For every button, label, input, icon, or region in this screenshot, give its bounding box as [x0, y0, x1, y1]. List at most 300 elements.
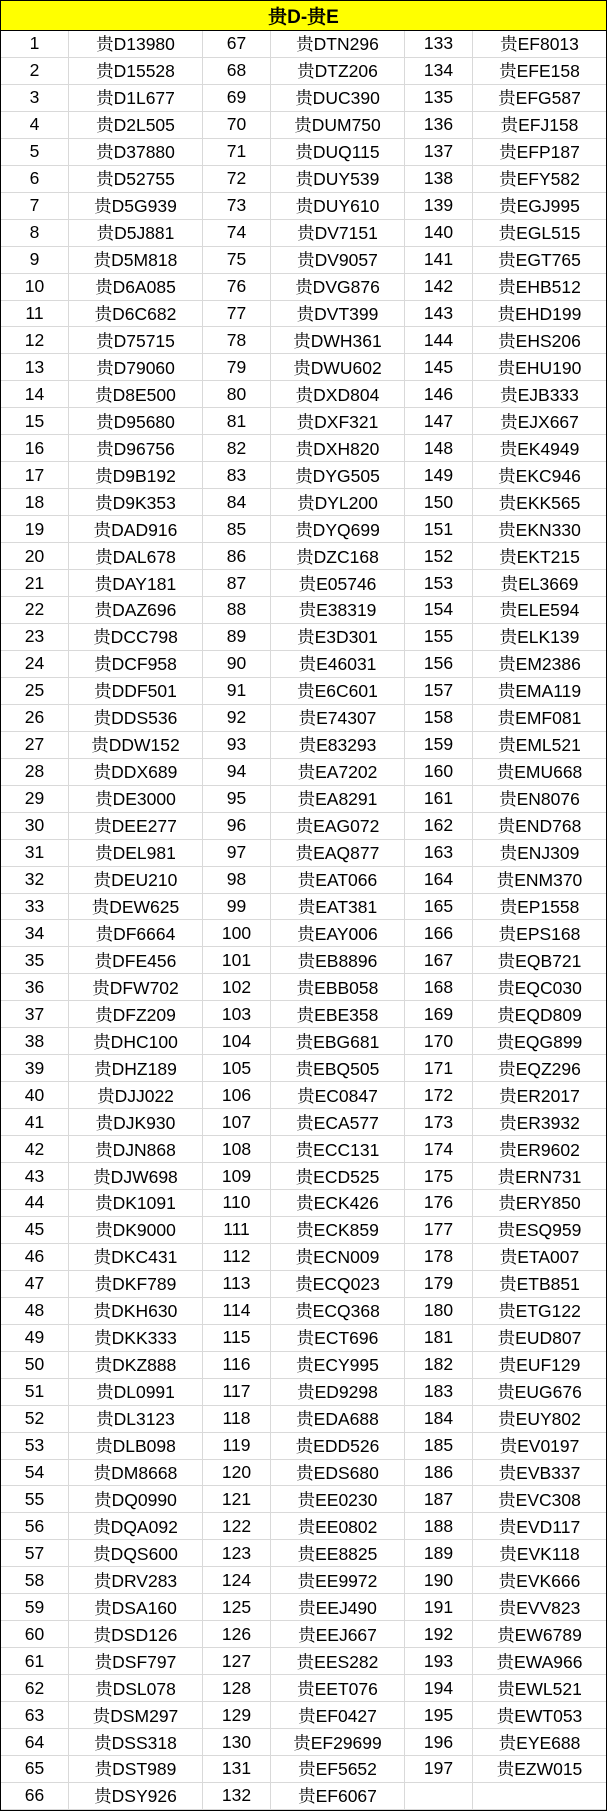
index-cell[interactable]: 63	[1, 1702, 69, 1729]
index-cell[interactable]: 135	[405, 85, 473, 112]
index-cell[interactable]: 51	[1, 1379, 69, 1406]
plate-cell[interactable]: 贵DAD916	[69, 516, 203, 543]
plate-cell[interactable]: 贵EBQ505	[271, 1055, 405, 1082]
plate-cell[interactable]: 贵EVC308	[473, 1486, 606, 1513]
index-cell[interactable]: 138	[405, 166, 473, 193]
index-cell[interactable]: 66	[1, 1783, 69, 1810]
plate-cell[interactable]: 贵END768	[473, 813, 606, 840]
index-cell[interactable]: 9	[1, 247, 69, 274]
index-cell[interactable]: 23	[1, 624, 69, 651]
plate-cell[interactable]: 贵EF6067	[271, 1783, 405, 1810]
index-cell[interactable]: 2	[1, 58, 69, 85]
plate-cell[interactable]: 贵D6C682	[69, 301, 203, 328]
plate-cell[interactable]: 贵EET076	[271, 1675, 405, 1702]
index-cell[interactable]: 165	[405, 894, 473, 921]
index-cell[interactable]: 36	[1, 974, 69, 1001]
plate-cell[interactable]: 贵D5G939	[69, 193, 203, 220]
plate-cell[interactable]: 贵D75715	[69, 327, 203, 354]
index-cell[interactable]: 14	[1, 381, 69, 408]
index-cell[interactable]: 50	[1, 1352, 69, 1379]
index-cell[interactable]: 107	[203, 1109, 271, 1136]
index-cell[interactable]: 170	[405, 1028, 473, 1055]
index-cell[interactable]: 90	[203, 651, 271, 678]
index-cell[interactable]: 186	[405, 1460, 473, 1487]
index-cell[interactable]: 95	[203, 786, 271, 813]
plate-cell[interactable]: 贵EHU190	[473, 354, 606, 381]
plate-cell[interactable]: 贵D5J881	[69, 220, 203, 247]
plate-cell[interactable]: 贵DZC168	[271, 543, 405, 570]
index-cell[interactable]: 126	[203, 1621, 271, 1648]
plate-cell[interactable]: 贵DSL078	[69, 1675, 203, 1702]
plate-cell[interactable]: 贵EML521	[473, 732, 606, 759]
index-cell[interactable]: 29	[1, 786, 69, 813]
plate-cell[interactable]: 贵DQS600	[69, 1540, 203, 1567]
plate-cell[interactable]: 贵EA7202	[271, 759, 405, 786]
index-cell[interactable]: 153	[405, 570, 473, 597]
index-cell[interactable]: 43	[1, 1163, 69, 1190]
plate-cell[interactable]: 贵DL0991	[69, 1379, 203, 1406]
index-cell[interactable]: 4	[1, 112, 69, 139]
index-cell[interactable]: 57	[1, 1540, 69, 1567]
index-cell[interactable]: 5	[1, 139, 69, 166]
plate-cell[interactable]: 贵EUG676	[473, 1379, 606, 1406]
plate-cell[interactable]: 贵DWH361	[271, 327, 405, 354]
plate-cell[interactable]: 贵ECQ368	[271, 1298, 405, 1325]
plate-cell[interactable]: 贵ER3932	[473, 1109, 606, 1136]
index-cell[interactable]: 33	[1, 894, 69, 921]
index-cell[interactable]: 159	[405, 732, 473, 759]
plate-cell[interactable]: 贵EEJ667	[271, 1621, 405, 1648]
index-cell[interactable]: 24	[1, 651, 69, 678]
index-cell[interactable]: 72	[203, 166, 271, 193]
index-cell[interactable]: 113	[203, 1271, 271, 1298]
plate-cell[interactable]: 贵EAQ877	[271, 840, 405, 867]
plate-cell[interactable]	[473, 1783, 606, 1810]
index-cell[interactable]: 161	[405, 786, 473, 813]
plate-cell[interactable]: 贵EVV823	[473, 1594, 606, 1621]
plate-cell[interactable]: 贵ECQ023	[271, 1271, 405, 1298]
plate-cell[interactable]: 贵EUD807	[473, 1325, 606, 1352]
plate-cell[interactable]: 贵DDS536	[69, 705, 203, 732]
plate-cell[interactable]: 贵DVG876	[271, 274, 405, 301]
plate-cell[interactable]: 贵EPS168	[473, 920, 606, 947]
index-cell[interactable]: 155	[405, 624, 473, 651]
index-cell[interactable]: 127	[203, 1648, 271, 1675]
plate-cell[interactable]: 贵D95680	[69, 408, 203, 435]
plate-cell[interactable]: 贵EA8291	[271, 786, 405, 813]
plate-cell[interactable]: 贵EES282	[271, 1648, 405, 1675]
plate-cell[interactable]: 贵EAT066	[271, 867, 405, 894]
index-cell[interactable]: 12	[1, 327, 69, 354]
index-cell[interactable]: 172	[405, 1082, 473, 1109]
index-cell[interactable]: 156	[405, 651, 473, 678]
index-cell[interactable]: 103	[203, 1001, 271, 1028]
index-cell[interactable]: 88	[203, 597, 271, 624]
index-cell[interactable]: 189	[405, 1540, 473, 1567]
index-cell[interactable]: 179	[405, 1271, 473, 1298]
index-cell[interactable]: 136	[405, 112, 473, 139]
index-cell[interactable]: 58	[1, 1567, 69, 1594]
plate-cell[interactable]: 贵ECC131	[271, 1136, 405, 1163]
index-cell[interactable]: 93	[203, 732, 271, 759]
plate-cell[interactable]: 贵DVT399	[271, 301, 405, 328]
plate-cell[interactable]: 贵EFJ158	[473, 112, 606, 139]
plate-cell[interactable]: 贵DDX689	[69, 759, 203, 786]
index-cell[interactable]: 144	[405, 327, 473, 354]
index-cell[interactable]: 182	[405, 1352, 473, 1379]
index-cell[interactable]: 197	[405, 1756, 473, 1783]
index-cell[interactable]: 175	[405, 1163, 473, 1190]
index-cell[interactable]: 146	[405, 381, 473, 408]
index-cell[interactable]: 169	[405, 1001, 473, 1028]
index-cell[interactable]: 171	[405, 1055, 473, 1082]
index-cell[interactable]: 89	[203, 624, 271, 651]
plate-cell[interactable]: 贵DSA160	[69, 1594, 203, 1621]
plate-cell[interactable]: 贵DST989	[69, 1756, 203, 1783]
index-cell[interactable]: 86	[203, 543, 271, 570]
plate-cell[interactable]: 贵DK1091	[69, 1190, 203, 1217]
index-cell[interactable]: 84	[203, 489, 271, 516]
index-cell[interactable]: 124	[203, 1567, 271, 1594]
index-cell[interactable]: 174	[405, 1136, 473, 1163]
plate-cell[interactable]: 贵DUY539	[271, 166, 405, 193]
plate-cell[interactable]: 贵DJJ022	[69, 1082, 203, 1109]
index-cell[interactable]: 96	[203, 813, 271, 840]
index-cell[interactable]: 37	[1, 1001, 69, 1028]
plate-cell[interactable]: 贵D8E500	[69, 381, 203, 408]
index-cell[interactable]: 166	[405, 920, 473, 947]
plate-cell[interactable]: 贵EV0197	[473, 1433, 606, 1460]
plate-cell[interactable]: 贵DJK930	[69, 1109, 203, 1136]
plate-cell[interactable]: 贵ECA577	[271, 1109, 405, 1136]
index-cell[interactable]: 118	[203, 1406, 271, 1433]
index-cell[interactable]: 78	[203, 327, 271, 354]
plate-cell[interactable]: 贵ECY995	[271, 1352, 405, 1379]
index-cell[interactable]: 70	[203, 112, 271, 139]
plate-cell[interactable]: 贵DJN868	[69, 1136, 203, 1163]
plate-cell[interactable]: 贵EVB337	[473, 1460, 606, 1487]
plate-cell[interactable]: 贵D5M818	[69, 247, 203, 274]
index-cell[interactable]: 133	[405, 31, 473, 58]
index-cell[interactable]: 134	[405, 58, 473, 85]
plate-cell[interactable]: 贵DKH630	[69, 1298, 203, 1325]
plate-cell[interactable]: 贵EVK666	[473, 1567, 606, 1594]
index-cell[interactable]: 48	[1, 1298, 69, 1325]
index-cell[interactable]: 181	[405, 1325, 473, 1352]
index-cell[interactable]: 15	[1, 408, 69, 435]
plate-cell[interactable]: 贵DFE456	[69, 947, 203, 974]
index-cell[interactable]: 120	[203, 1460, 271, 1487]
plate-cell[interactable]: 贵ECK426	[271, 1190, 405, 1217]
plate-cell[interactable]: 贵DUQ115	[271, 139, 405, 166]
index-cell[interactable]: 112	[203, 1244, 271, 1271]
index-cell[interactable]: 40	[1, 1082, 69, 1109]
plate-cell[interactable]: 贵DV9057	[271, 247, 405, 274]
index-cell[interactable]: 80	[203, 381, 271, 408]
plate-cell[interactable]: 贵EF29699	[271, 1729, 405, 1756]
index-cell[interactable]: 99	[203, 894, 271, 921]
index-cell[interactable]: 196	[405, 1729, 473, 1756]
plate-cell[interactable]: 贵EFG587	[473, 85, 606, 112]
index-cell[interactable]: 105	[203, 1055, 271, 1082]
index-cell[interactable]: 39	[1, 1055, 69, 1082]
index-cell[interactable]: 108	[203, 1136, 271, 1163]
index-cell[interactable]: 100	[203, 920, 271, 947]
plate-cell[interactable]: 贵EQD809	[473, 1001, 606, 1028]
plate-cell[interactable]: 贵ECN009	[271, 1244, 405, 1271]
index-cell[interactable]: 13	[1, 354, 69, 381]
plate-cell[interactable]: 贵E46031	[271, 651, 405, 678]
index-cell[interactable]: 184	[405, 1406, 473, 1433]
index-cell[interactable]: 154	[405, 597, 473, 624]
plate-cell[interactable]: 贵E3D301	[271, 624, 405, 651]
index-cell[interactable]: 53	[1, 1433, 69, 1460]
plate-cell[interactable]: 贵DHZ189	[69, 1055, 203, 1082]
index-cell[interactable]: 77	[203, 301, 271, 328]
index-cell[interactable]: 121	[203, 1486, 271, 1513]
plate-cell[interactable]: 贵EWT053	[473, 1702, 606, 1729]
index-cell[interactable]: 75	[203, 247, 271, 274]
plate-cell[interactable]: 贵D13980	[69, 31, 203, 58]
plate-cell[interactable]: 贵EKC946	[473, 462, 606, 489]
plate-cell[interactable]: 贵DK9000	[69, 1217, 203, 1244]
plate-cell[interactable]: 贵DL3123	[69, 1406, 203, 1433]
plate-cell[interactable]: 贵D96756	[69, 435, 203, 462]
plate-cell[interactable]: 贵D37880	[69, 139, 203, 166]
index-cell[interactable]: 31	[1, 840, 69, 867]
plate-cell[interactable]: 贵EMU668	[473, 759, 606, 786]
plate-cell[interactable]: 贵EN8076	[473, 786, 606, 813]
index-cell[interactable]: 34	[1, 920, 69, 947]
plate-cell[interactable]: 贵D6A085	[69, 274, 203, 301]
plate-cell[interactable]: 贵DSD126	[69, 1621, 203, 1648]
index-cell[interactable]: 132	[203, 1783, 271, 1810]
plate-cell[interactable]: 贵DUC390	[271, 85, 405, 112]
plate-cell[interactable]: 贵EP1558	[473, 894, 606, 921]
index-cell[interactable]: 177	[405, 1217, 473, 1244]
plate-cell[interactable]: 贵ED9298	[271, 1379, 405, 1406]
index-cell[interactable]: 194	[405, 1675, 473, 1702]
index-cell[interactable]: 62	[1, 1675, 69, 1702]
index-cell[interactable]: 139	[405, 193, 473, 220]
index-cell[interactable]: 83	[203, 462, 271, 489]
plate-cell[interactable]: 贵DJW698	[69, 1163, 203, 1190]
index-cell[interactable]: 110	[203, 1190, 271, 1217]
plate-cell[interactable]: 贵DKK333	[69, 1325, 203, 1352]
plate-cell[interactable]: 贵EAT381	[271, 894, 405, 921]
plate-cell[interactable]: 贵DQ0990	[69, 1486, 203, 1513]
index-cell[interactable]: 8	[1, 220, 69, 247]
plate-cell[interactable]: 贵EE8825	[271, 1540, 405, 1567]
plate-cell[interactable]: 贵EDS680	[271, 1460, 405, 1487]
plate-cell[interactable]: 贵EQC030	[473, 974, 606, 1001]
plate-cell[interactable]: 贵DF6664	[69, 920, 203, 947]
plate-cell[interactable]: 贵D9B192	[69, 462, 203, 489]
index-cell[interactable]: 188	[405, 1513, 473, 1540]
index-cell[interactable]: 82	[203, 435, 271, 462]
index-cell[interactable]: 60	[1, 1621, 69, 1648]
plate-cell[interactable]: 贵EKN330	[473, 516, 606, 543]
index-cell[interactable]: 148	[405, 435, 473, 462]
plate-cell[interactable]: 贵ENJ309	[473, 840, 606, 867]
plate-cell[interactable]: 贵EBE358	[271, 1001, 405, 1028]
index-cell[interactable]: 157	[405, 678, 473, 705]
index-cell[interactable]: 192	[405, 1621, 473, 1648]
plate-cell[interactable]: 贵DEW625	[69, 894, 203, 921]
index-cell[interactable]: 21	[1, 570, 69, 597]
index-cell[interactable]: 92	[203, 705, 271, 732]
plate-cell[interactable]: 贵EDA688	[271, 1406, 405, 1433]
plate-cell[interactable]: 贵DTN296	[271, 31, 405, 58]
plate-cell[interactable]: 贵EE0802	[271, 1513, 405, 1540]
index-cell[interactable]: 158	[405, 705, 473, 732]
index-cell[interactable]: 137	[405, 139, 473, 166]
plate-cell[interactable]: 贵EF8013	[473, 31, 606, 58]
plate-cell[interactable]: 贵DUY610	[271, 193, 405, 220]
index-cell[interactable]: 187	[405, 1486, 473, 1513]
index-cell[interactable]: 123	[203, 1540, 271, 1567]
index-cell[interactable]: 160	[405, 759, 473, 786]
plate-cell[interactable]: 贵ER9602	[473, 1136, 606, 1163]
index-cell[interactable]: 117	[203, 1379, 271, 1406]
plate-cell[interactable]: 贵EQZ296	[473, 1055, 606, 1082]
index-cell[interactable]: 28	[1, 759, 69, 786]
index-cell[interactable]: 106	[203, 1082, 271, 1109]
plate-cell[interactable]: 贵D52755	[69, 166, 203, 193]
index-cell[interactable]: 25	[1, 678, 69, 705]
plate-cell[interactable]: 贵DYL200	[271, 489, 405, 516]
plate-cell[interactable]: 贵DXH820	[271, 435, 405, 462]
index-cell[interactable]: 185	[405, 1433, 473, 1460]
plate-cell[interactable]: 贵DM8668	[69, 1460, 203, 1487]
plate-cell[interactable]: 贵DDW152	[69, 732, 203, 759]
plate-cell[interactable]: 贵ETG122	[473, 1298, 606, 1325]
plate-cell[interactable]: 贵DAY181	[69, 570, 203, 597]
index-cell[interactable]: 115	[203, 1325, 271, 1352]
plate-cell[interactable]: 贵EUF129	[473, 1352, 606, 1379]
index-cell[interactable]: 97	[203, 840, 271, 867]
index-cell[interactable]: 74	[203, 220, 271, 247]
index-cell[interactable]: 167	[405, 947, 473, 974]
index-cell[interactable]: 7	[1, 193, 69, 220]
plate-cell[interactable]: 贵EUY802	[473, 1406, 606, 1433]
plate-cell[interactable]: 贵EKK565	[473, 489, 606, 516]
index-cell[interactable]: 81	[203, 408, 271, 435]
index-cell[interactable]: 41	[1, 1109, 69, 1136]
index-cell[interactable]: 163	[405, 840, 473, 867]
index-cell[interactable]: 47	[1, 1271, 69, 1298]
plate-cell[interactable]: 贵EWL521	[473, 1675, 606, 1702]
index-cell[interactable]: 79	[203, 354, 271, 381]
index-cell[interactable]: 38	[1, 1028, 69, 1055]
index-cell[interactable]: 16	[1, 435, 69, 462]
index-cell[interactable]: 52	[1, 1406, 69, 1433]
plate-cell[interactable]: 贵ER2017	[473, 1082, 606, 1109]
plate-cell[interactable]: 贵EQG899	[473, 1028, 606, 1055]
index-cell[interactable]: 141	[405, 247, 473, 274]
plate-cell[interactable]: 贵EFP187	[473, 139, 606, 166]
plate-cell[interactable]: 贵DSM297	[69, 1702, 203, 1729]
plate-cell[interactable]: 贵DAZ696	[69, 597, 203, 624]
plate-cell[interactable]: 贵ENM370	[473, 867, 606, 894]
plate-cell[interactable]: 贵ERN731	[473, 1163, 606, 1190]
index-cell[interactable]: 119	[203, 1433, 271, 1460]
plate-cell[interactable]: 贵ETB851	[473, 1271, 606, 1298]
index-cell[interactable]: 193	[405, 1648, 473, 1675]
index-cell[interactable]: 69	[203, 85, 271, 112]
plate-cell[interactable]: 贵EGL515	[473, 220, 606, 247]
plate-cell[interactable]: 贵EJX667	[473, 408, 606, 435]
index-cell[interactable]: 190	[405, 1567, 473, 1594]
plate-cell[interactable]: 贵DFZ209	[69, 1001, 203, 1028]
index-cell[interactable]: 178	[405, 1244, 473, 1271]
plate-cell[interactable]: 贵EWA966	[473, 1648, 606, 1675]
plate-cell[interactable]: 贵DDF501	[69, 678, 203, 705]
plate-cell[interactable]: 贵DYQ699	[271, 516, 405, 543]
plate-cell[interactable]: 贵E83293	[271, 732, 405, 759]
index-cell[interactable]: 42	[1, 1136, 69, 1163]
plate-cell[interactable]: 贵DTZ206	[271, 58, 405, 85]
plate-cell[interactable]: 贵D2L505	[69, 112, 203, 139]
index-cell[interactable]: 149	[405, 462, 473, 489]
index-cell[interactable]: 35	[1, 947, 69, 974]
index-cell[interactable]: 109	[203, 1163, 271, 1190]
plate-cell[interactable]: 贵DV7151	[271, 220, 405, 247]
plate-cell[interactable]: 贵EMF081	[473, 705, 606, 732]
plate-cell[interactable]: 贵EQB721	[473, 947, 606, 974]
plate-cell[interactable]: 贵EGT765	[473, 247, 606, 274]
plate-cell[interactable]: 贵ELK139	[473, 624, 606, 651]
plate-cell[interactable]: 贵DAL678	[69, 543, 203, 570]
index-cell[interactable]: 104	[203, 1028, 271, 1055]
plate-cell[interactable]: 贵E6C601	[271, 678, 405, 705]
plate-cell[interactable]: 贵EFY582	[473, 166, 606, 193]
index-cell[interactable]: 116	[203, 1352, 271, 1379]
index-cell[interactable]: 145	[405, 354, 473, 381]
plate-cell[interactable]: 贵EL3669	[473, 570, 606, 597]
plate-cell[interactable]: 贵EW6789	[473, 1621, 606, 1648]
plate-cell[interactable]: 贵ESQ959	[473, 1217, 606, 1244]
plate-cell[interactable]: 贵DKC431	[69, 1244, 203, 1271]
index-cell[interactable]: 61	[1, 1648, 69, 1675]
plate-cell[interactable]: 贵DUM750	[271, 112, 405, 139]
plate-cell[interactable]: 贵EHS206	[473, 327, 606, 354]
index-cell[interactable]: 102	[203, 974, 271, 1001]
plate-cell[interactable]: 贵ELE594	[473, 597, 606, 624]
index-cell[interactable]: 101	[203, 947, 271, 974]
index-cell[interactable]: 10	[1, 274, 69, 301]
index-cell[interactable]: 68	[203, 58, 271, 85]
plate-cell[interactable]: 贵DXF321	[271, 408, 405, 435]
index-cell[interactable]: 94	[203, 759, 271, 786]
plate-cell[interactable]: 贵DEL981	[69, 840, 203, 867]
plate-cell[interactable]: 贵ETA007	[473, 1244, 606, 1271]
plate-cell[interactable]: 贵E74307	[271, 705, 405, 732]
plate-cell[interactable]: 贵EDD526	[271, 1433, 405, 1460]
index-cell[interactable]: 18	[1, 489, 69, 516]
plate-cell[interactable]: 贵E38319	[271, 597, 405, 624]
plate-cell[interactable]: 贵DE3000	[69, 786, 203, 813]
index-cell[interactable]: 140	[405, 220, 473, 247]
plate-cell[interactable]: 贵DFW702	[69, 974, 203, 1001]
plate-cell[interactable]: 贵EGJ995	[473, 193, 606, 220]
index-cell[interactable]: 76	[203, 274, 271, 301]
plate-cell[interactable]: 贵EAG072	[271, 813, 405, 840]
plate-cell[interactable]: 贵EK4949	[473, 435, 606, 462]
index-cell[interactable]: 26	[1, 705, 69, 732]
plate-cell[interactable]: 贵DRV283	[69, 1567, 203, 1594]
index-cell[interactable]: 32	[1, 867, 69, 894]
